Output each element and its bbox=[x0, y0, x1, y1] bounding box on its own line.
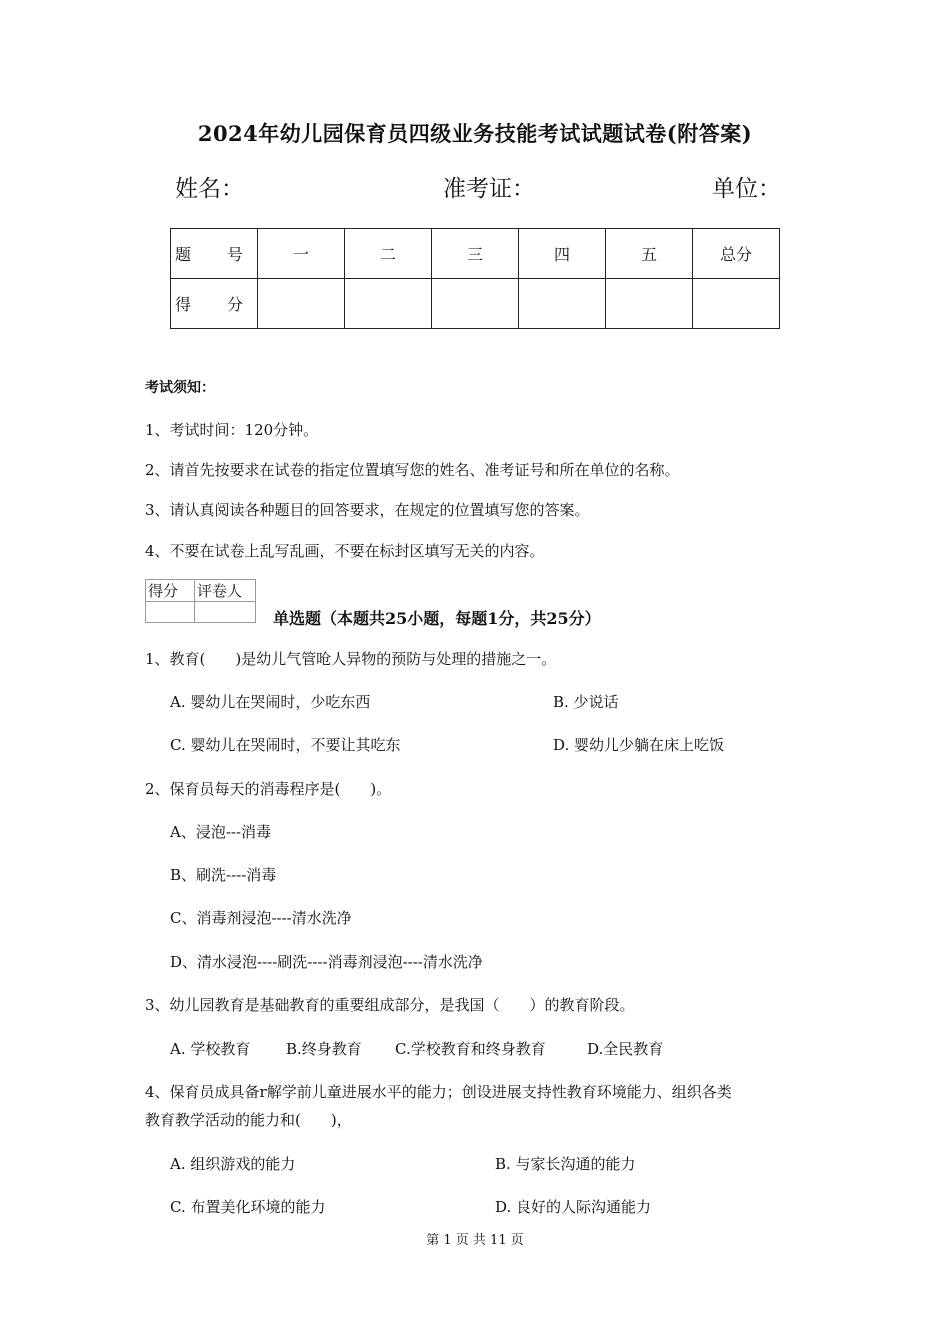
unit-label: 单位： bbox=[712, 176, 781, 202]
question-option[interactable]: A. 学校教育 bbox=[170, 1040, 251, 1058]
question-option[interactable]: D. 婴幼儿少躺在床上吃饭 bbox=[553, 736, 725, 754]
score-header-cell: 四 bbox=[519, 229, 606, 279]
question-stem: 2、保育员每天的消毒程序是( )。 bbox=[145, 780, 392, 798]
exam-id-label: 准考证： bbox=[443, 176, 535, 202]
score-header-cell: 总分 bbox=[693, 229, 780, 279]
question-option[interactable]: A、浸泡---消毒 bbox=[170, 823, 272, 841]
score-table bbox=[170, 228, 780, 329]
score-input-cell[interactable] bbox=[693, 279, 780, 329]
page-footer: 第 1 页 共 11 页 bbox=[426, 1233, 524, 1248]
question-option[interactable]: B、刷洗----消毒 bbox=[170, 866, 277, 884]
score-row-label: 得 分 bbox=[171, 279, 258, 329]
notice-item: 2、请首先按要求在试卷的指定位置填写您的姓名、准考证号和所在单位的名称。 bbox=[145, 461, 680, 479]
score-table-header-row bbox=[171, 229, 780, 279]
question-option[interactable]: B.终身教育 bbox=[286, 1040, 362, 1058]
notice-title: 考试须知： bbox=[145, 380, 215, 396]
question-option[interactable]: C.学校教育和终身教育 bbox=[395, 1040, 546, 1058]
score-header-cell: 题 号 bbox=[171, 229, 258, 279]
question-option[interactable]: D、清水浸泡----刷洗----消毒剂浸泡----清水洗净 bbox=[170, 953, 483, 971]
score-header-cell: 二 bbox=[345, 229, 432, 279]
score-input-cell[interactable] bbox=[606, 279, 693, 329]
question-option[interactable]: C. 婴幼儿在哭闹时，不要让其吃东 bbox=[170, 736, 401, 754]
question-option[interactable]: A. 组织游戏的能力 bbox=[170, 1155, 296, 1173]
question-option[interactable]: D.全民教育 bbox=[587, 1040, 664, 1058]
notice-item: 4、不要在试卷上乱写乱画，不要在标封区填写无关的内容。 bbox=[145, 542, 545, 560]
question-option[interactable]: D. 良好的人际沟通能力 bbox=[495, 1198, 652, 1216]
section-heading: 单选题（本题共25小题，每题1分，共25分） bbox=[273, 609, 601, 628]
exam-title: 2024年幼儿园保育员四级业务技能考试试题试卷(附答案) bbox=[197, 121, 753, 146]
grader-score-label: 得分 bbox=[146, 580, 195, 602]
question-option[interactable]: A. 婴幼儿在哭闹时，少吃东西 bbox=[170, 693, 371, 711]
question-option[interactable]: B. 与家长沟通的能力 bbox=[495, 1155, 636, 1173]
question-option[interactable]: C. 布置美化环境的能力 bbox=[170, 1198, 326, 1216]
notice-item: 3、请认真阅读各种题目的回答要求，在规定的位置填写您的答案。 bbox=[145, 501, 590, 519]
question-stem-continued: 教育教学活动的能力和( )， bbox=[145, 1111, 352, 1129]
score-input-cell[interactable] bbox=[345, 279, 432, 329]
question-option[interactable]: B. 少说话 bbox=[553, 693, 619, 711]
score-input-cell[interactable] bbox=[258, 279, 345, 329]
score-input-cell[interactable] bbox=[519, 279, 606, 329]
grader-name-cell[interactable] bbox=[195, 602, 256, 623]
score-table-score-row bbox=[171, 279, 780, 329]
question-option[interactable]: C、消毒剂浸泡----清水洗净 bbox=[170, 909, 352, 927]
score-header-cell: 五 bbox=[606, 229, 693, 279]
question-stem: 4、保育员成具备r解学前儿童进展水平的能力；创设进展支持性教育环境能力、组织各类 bbox=[145, 1083, 732, 1101]
question-stem: 1、教育( )是幼儿气管呛人异物的预防与处理的措施之一。 bbox=[145, 650, 557, 668]
score-input-cell[interactable] bbox=[432, 279, 519, 329]
score-header-cell: 三 bbox=[432, 229, 519, 279]
grader-score-cell[interactable] bbox=[146, 602, 195, 623]
name-label: 姓名： bbox=[175, 176, 244, 202]
grader-box bbox=[145, 579, 256, 623]
question-stem: 3、幼儿园教育是基础教育的重要组成部分，是我国（ ）的教育阶段。 bbox=[145, 996, 635, 1014]
grader-name-label: 评卷人 bbox=[195, 580, 256, 602]
score-header-cell: 一 bbox=[258, 229, 345, 279]
notice-item: 1、考试时间：120分钟。 bbox=[145, 421, 319, 439]
